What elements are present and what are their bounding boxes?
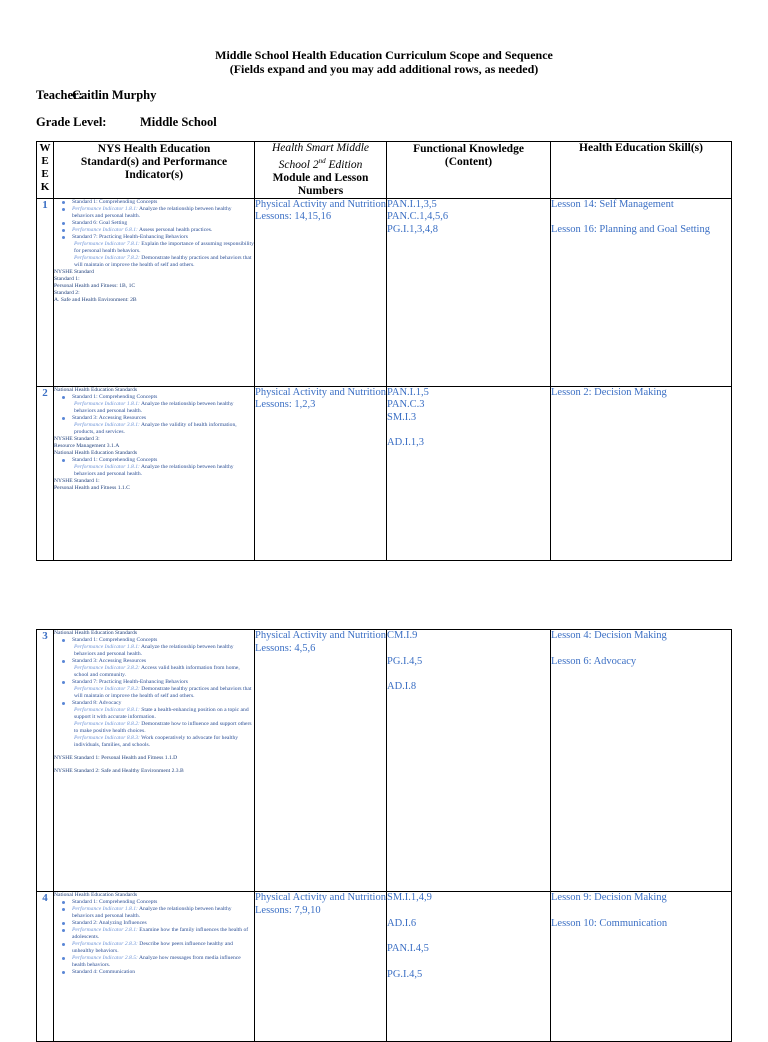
nyshe-line: Personal Health and Fitness: 1B, 1C [54,282,136,289]
standards-header: NYS Health Education Standard(s) and Performance Indicator(s) [54,142,255,199]
week-row-1 [37,198,732,386]
indicator [54,707,254,721]
skill-lesson: Lesson 9: Decision Making [551,892,667,903]
knowledge-code: PAN.I.1,5 [387,386,429,398]
week-number: 3 [37,630,54,892]
indicator-label: Performance Indicator 1.8.1: [74,400,140,407]
indicator-label: Performance Indicator 7.8.1: [74,240,140,247]
nyshe-line: A. Safe and Health Environment: 2B [54,296,137,303]
week-letter: E [41,155,49,167]
indicator-text: Assess personal health practices. [137,226,213,233]
indicator-text: Analyze the relationship between healthy behaviors and personal health. [72,205,232,219]
standards-cell [54,630,255,892]
skills-cell [551,892,732,1042]
indicator [54,422,254,436]
week-row-3 [37,630,732,892]
standards-list [54,457,254,464]
standards-list [54,700,254,707]
module-header-label: Module and Lesson Numbers [272,171,369,197]
list-item: Standard 4: Communication [72,969,254,976]
title-line-1: Middle School Health Education Curriculum Scope and Sequence [215,48,553,62]
nyshe-line: Standard 2: [54,289,80,296]
indicator-label: Performance Indicator 3.8.2: [74,665,140,671]
list-item: Standard 8: Advocacy [72,700,254,707]
knowledge-code: AD.I.1,3 [387,437,425,449]
knowledge-code: SM.I.1,4,9 [387,892,432,903]
indicator-text: Analyze the relationship between healthy behaviors and personal health. [74,644,234,657]
indicator [54,721,254,735]
list-item [72,906,254,920]
indicator-label: Performance Indicator 1.8.1: [74,644,140,650]
knowledge-code: PG.I.4,5 [387,968,423,980]
indicator-text: Work cooperatively to advocate for healthy individuals, families, and schools. [74,735,239,748]
standards-cell [54,892,255,1042]
standards-list [54,199,254,241]
indicator-label: Performance Indicator 8.8.3: [74,735,140,741]
list-item: Standard 6: Goal Setting [72,220,254,227]
nyshe-line: NYSHE Standard 2: Safe and Healthy Environment 2.3.B [54,768,184,774]
indicator-label: Performance Indicator 8.8.2: [74,721,140,727]
list-item: Standard 1: Comprehending Concepts [72,457,254,464]
indicator-text: Demonstrate healthy practices and behaviors that will maintain or improve the health of self and others. [74,254,252,268]
week-row-2 [37,386,732,560]
knowledge-code: AD.I.6 [387,917,417,929]
knowledge-code: PAN.C.1,4,5,6 [387,211,449,223]
knowledge-code: PAN.C.3 [387,399,425,411]
week-header [37,142,54,199]
knowledge-code: CM.I.9 [387,630,418,641]
standards-cell [54,198,255,386]
indicator-text: Analyze the validity of health information, products, and services. [74,421,237,435]
list-item: Standard 3: Accessing Resources [72,415,254,422]
list-item [72,941,254,955]
knowledge-header: Functional Knowledge (Content) [387,142,551,199]
list-item [72,927,254,941]
standards-list [54,394,254,401]
week-number: 1 [37,198,54,386]
standards-list [54,679,254,686]
skill-lesson: Lesson 2: Decision Making [551,386,667,398]
indicator-text: Analyze how messages from media influence health behaviors. [72,955,241,968]
week-letter: K [40,181,50,193]
indicator-text: Demonstrate how to influence and support others to make positive health choices. [74,721,252,734]
list-item: Standard 2: Analyzing Influences [72,920,254,927]
nyshe-line: NYSHE Standard 1: [54,477,100,484]
indicator-text: Analyze the relationship between healthy behaviors and personal health. [74,400,234,414]
week-number: 4 [37,892,54,1042]
indicator-label: Performance Indicator 1.8.1: [74,463,140,470]
knowledge-code: PAN.I.4,5 [387,943,429,954]
indicator [54,735,254,749]
indicator [54,665,254,679]
standards-list [54,415,254,422]
list-item [72,955,254,969]
nyshe-line: NYSHE Standard [54,268,94,275]
grade-value: Middle School [140,115,217,129]
indicator-label: Performance Indicator 2.8.3: [72,941,138,947]
week-row-4 [37,892,732,1042]
skill-lesson: Lesson 14: Self Management [551,198,674,210]
indicator [54,644,254,658]
indicator-text: Explain the importance of assuming responsibility for personal health behaviors. [74,240,254,254]
indicator-label: Performance Indicator 7.8.2: [74,686,140,692]
indicator [54,255,254,269]
standards-list [54,658,254,665]
knowledge-cell [387,198,551,386]
title-line-2: (Fields expand and you may add additional rows, as needed) [229,62,539,76]
nhes-heading: National Health Education Standards [54,630,138,636]
indicator [54,464,254,478]
list-item: Standard 1: Comprehending Concepts [72,394,254,401]
skills-cell [551,198,732,386]
indicator [54,241,254,255]
list-item: Standard 3: Accessing Resources [72,658,254,665]
teacher-label: Teacher: [36,88,83,102]
indicator-label: Performance Indicator 2.8.5: [72,955,138,961]
knowledge-cell [387,386,551,560]
skills-cell [551,630,732,892]
knowledge-code: PAN.I.1,3,5 [387,198,437,210]
indicator-text: Demonstrate healthy practices and behaviors that will maintain or improve the health of self and others. [74,686,252,699]
module-header-book-edition: Edition [325,158,363,171]
indicator-label: Performance Indicator 7.8.2: [74,254,140,261]
module-text: Physical Activity and Nutrition Lessons: 14,15,16 [255,198,386,223]
nhes-heading: National Health Education Standards [54,386,138,393]
nhes-heading: National Health Education Standards [54,892,138,898]
skill-lesson: Lesson 10: Communication [551,917,668,929]
teacher-line [36,88,157,103]
week-number: 2 [37,386,54,560]
indicator-label: Performance Indicator 8.8.1: [74,707,140,713]
nyshe-line: Standard 1: [54,275,80,282]
curriculum-table-1 [36,141,732,561]
module-cell [255,198,387,386]
indicator-label: Performance Indicator 1.8.1: [72,205,138,212]
standards-list [54,899,254,976]
grade-label: Grade Level: [36,115,107,129]
knowledge-code: PG.I.1,3,4,8 [387,223,439,235]
list-item: Standard 1: Comprehending Concepts [72,199,254,206]
indicator-text: Examine how the family influences the health of adolescents. [72,927,249,940]
skill-lesson: Lesson 16: Planning and Goal Setting [551,224,710,236]
module-cell [255,630,387,892]
indicator-label: Performance Indicator 6.8.1: [72,226,138,233]
knowledge-cell [387,892,551,1042]
knowledge-code: SM.I.3 [387,411,417,423]
header-row [37,142,732,199]
nyshe-line: Resource Management 3.1.A [54,442,120,449]
skills-cell [551,386,732,560]
week-letter: E [41,168,49,180]
indicator-label: Performance Indicator 3.8.1: [74,421,140,428]
knowledge-code: AD.I.8 [387,681,417,692]
skills-header: Health Education Skill(s) [551,142,732,199]
module-text: Physical Activity and Nutrition Lessons: 4,5,6 [255,630,386,654]
standards-list [54,637,254,644]
week-letter: W [39,142,51,154]
nhes-heading: National Health Education Standards [54,449,138,456]
module-text: Physical Activity and Nutrition Lessons: 7,9,10 [255,892,386,916]
knowledge-code: PG.I.4,5 [387,655,423,667]
indicator-label: Performance Indicator 1.8.1: [72,906,138,912]
list-item [72,227,254,234]
skill-lesson: Lesson 4: Decision Making [551,630,667,641]
indicator-text: Access valid health information from home, school and community. [74,665,240,678]
module-header-book [255,142,386,172]
list-item: Standard 1: Comprehending Concepts [72,899,254,906]
indicator-text: Analyze the relationship between healthy behaviors and personal health. [72,906,232,919]
indicator-text: Describe how peers influence healthy and unhealthy behaviors. [72,941,233,954]
standards-cell [54,386,255,560]
grade-line [36,115,217,130]
teacher-name: Caitlin Murphy [72,88,157,102]
module-header-book-line2: School 2 [278,158,319,171]
module-text: Physical Activity and Nutrition Lessons: 1,2,3 [255,386,386,411]
list-item: Standard 7: Practicing Health-Enhancing Behaviors [72,234,254,241]
module-header-sup: nd [318,157,326,165]
indicator-label: Performance Indicator 2.8.1: [72,927,138,933]
indicator [54,401,254,415]
indicator-text: State a health-enhancing position on a topic and support it with accurate information. [74,707,249,720]
module-cell [255,892,387,1042]
module-header-book-line1: Health Smart Middle [271,142,370,154]
indicator [54,686,254,700]
skill-lesson: Lesson 6: Advocacy [551,655,637,667]
page-title [0,48,768,76]
nyshe-line: NYSHE Standard 1: Personal Health and Fitness 1.1.D [54,755,178,761]
list-item: Standard 7: Practicing Health-Enhancing Behaviors [72,679,254,686]
list-item [72,206,254,220]
curriculum-table-2 [36,629,732,1042]
knowledge-cell [387,630,551,892]
indicator-text: Analyze the relationship between healthy behaviors and personal health. [74,463,234,477]
list-item: Standard 1: Comprehending Concepts [72,637,254,644]
nyshe-line: NYSHE Standard 3: [54,435,100,442]
nyshe-line: Personal Health and Fitness 1.1.C [54,484,130,491]
module-cell [255,386,387,560]
module-header [255,142,387,199]
